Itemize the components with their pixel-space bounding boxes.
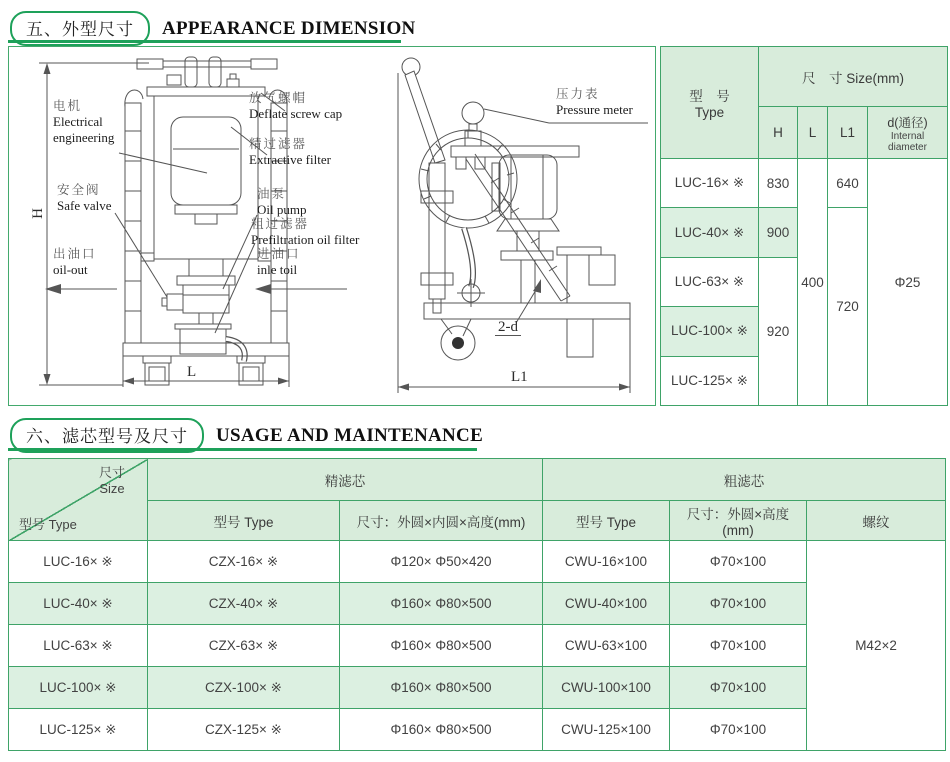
fine-type-cell: CZX-40× ※ [148, 583, 340, 625]
dim-h: H [29, 208, 46, 219]
header-type: 型 号 Type [661, 47, 759, 159]
header-fine-type: 型号 Type [148, 501, 340, 541]
coarse-size-cell: Φ70×100 [670, 583, 807, 625]
fine-type-cell: CZX-63× ※ [148, 625, 340, 667]
coarse-type-cell: CWU-40×100 [543, 583, 670, 625]
fine-size-cell: Φ160× Φ80×500 [340, 709, 543, 751]
dim-2d: 2-d [495, 319, 521, 336]
title-underline [8, 448, 477, 451]
coarse-size-cell: Φ70×100 [670, 667, 807, 709]
l1-cell: 720 [828, 208, 868, 406]
coarse-type-cell: CWU-16×100 [543, 541, 670, 583]
type-cell: LUC-63× ※ [661, 257, 759, 306]
header-thread: 螺纹 [807, 501, 946, 541]
corner-header: 尺寸 Size 型号 Type [9, 459, 148, 541]
label-deflate-screw-cap: 放气螺帽 Deflate screw cap [249, 91, 343, 121]
fine-type-cell: CZX-16× ※ [148, 541, 340, 583]
type-cell: LUC-16× ※ [9, 541, 148, 583]
label-fine-filter: 精过滤器 Extractive filter [249, 137, 331, 167]
type-cell: LUC-100× ※ [9, 667, 148, 709]
header-d: d(通径) Internal diameter [868, 107, 948, 159]
fine-size-cell: Φ160× Φ80×500 [340, 583, 543, 625]
table-row [9, 625, 946, 667]
coarse-size-cell: Φ70×100 [670, 541, 807, 583]
type-cell: LUC-100× ※ [661, 307, 759, 356]
label-oil-pump: 油泵 Oil pump [257, 187, 307, 217]
type-cell: LUC-16× ※ [661, 159, 759, 208]
header-coarse-type: 型号 Type [543, 501, 670, 541]
coarse-type-cell: CWU-125×100 [543, 709, 670, 751]
filter-element-table [8, 458, 946, 751]
type-cell: LUC-40× ※ [661, 208, 759, 257]
header-l1: L1 [828, 107, 868, 159]
section-title-en: APPEARANCE DIMENSION [162, 17, 416, 39]
header-fine-size: 尺寸：外圆×内圆×高度(mm) [340, 501, 543, 541]
type-cell: LUC-63× ※ [9, 625, 148, 667]
section-number-pill: 六、滤芯型号及尺寸 [10, 418, 204, 453]
header-coarse-size: 尺寸：外圆×高度(mm) [670, 501, 807, 541]
dimension-table [660, 46, 948, 406]
appearance-diagram-panel [8, 46, 656, 406]
coarse-size-cell: Φ70×100 [670, 625, 807, 667]
label-coarse-filter: 粗过滤器 Prefiltration oil filter [251, 217, 360, 247]
fine-type-cell: CZX-100× ※ [148, 667, 340, 709]
coarse-type-cell: CWU-63×100 [543, 625, 670, 667]
h-cell: 920 [759, 257, 798, 405]
dim-l1: L1 [511, 369, 528, 385]
fine-size-cell: Φ120× Φ50×420 [340, 541, 543, 583]
table-row [661, 159, 948, 208]
coarse-size-cell: Φ70×100 [670, 709, 807, 751]
header-coarse-filter-group: 粗滤芯 [543, 459, 946, 501]
header-size-group: 尺 寸 Size(mm) [759, 47, 948, 107]
header-h: H [759, 107, 798, 159]
header-l: L [798, 107, 828, 159]
section-number-pill: 五、外型尺寸 [10, 11, 150, 46]
label-pressure-meter: 压力表 Pressure meter [556, 87, 633, 117]
title-underline [8, 40, 401, 43]
l1-cell: 640 [828, 159, 868, 208]
fine-size-cell: Φ160× Φ80×500 [340, 625, 543, 667]
type-cell: LUC-125× ※ [661, 356, 759, 405]
type-cell: LUC-40× ※ [9, 583, 148, 625]
label-safe-valve: 安全阀 Safe valve [57, 183, 112, 213]
coarse-type-cell: CWU-100×100 [543, 667, 670, 709]
fine-size-cell: Φ160× Φ80×500 [340, 667, 543, 709]
label-oil-inlet: 进油口 inle toil [257, 247, 301, 277]
table-row [9, 583, 946, 625]
l-cell: 400 [798, 159, 828, 406]
header-fine-filter-group: 精滤芯 [148, 459, 543, 501]
dim-l: L [187, 364, 197, 380]
table-row [9, 709, 946, 751]
h-cell: 900 [759, 208, 798, 257]
table-row [9, 541, 946, 583]
thread-cell: M42×2 [807, 541, 946, 751]
h-cell: 830 [759, 159, 798, 208]
section-title-en: USAGE AND MAINTENANCE [216, 424, 484, 446]
table-row [9, 667, 946, 709]
label-oil-out: 出油口 oil-out [53, 247, 97, 277]
d-cell: Φ25 [868, 159, 948, 406]
label-motor: 电机 Electrical engineering [53, 99, 115, 145]
fine-type-cell: CZX-125× ※ [148, 709, 340, 751]
type-cell: LUC-125× ※ [9, 709, 148, 751]
